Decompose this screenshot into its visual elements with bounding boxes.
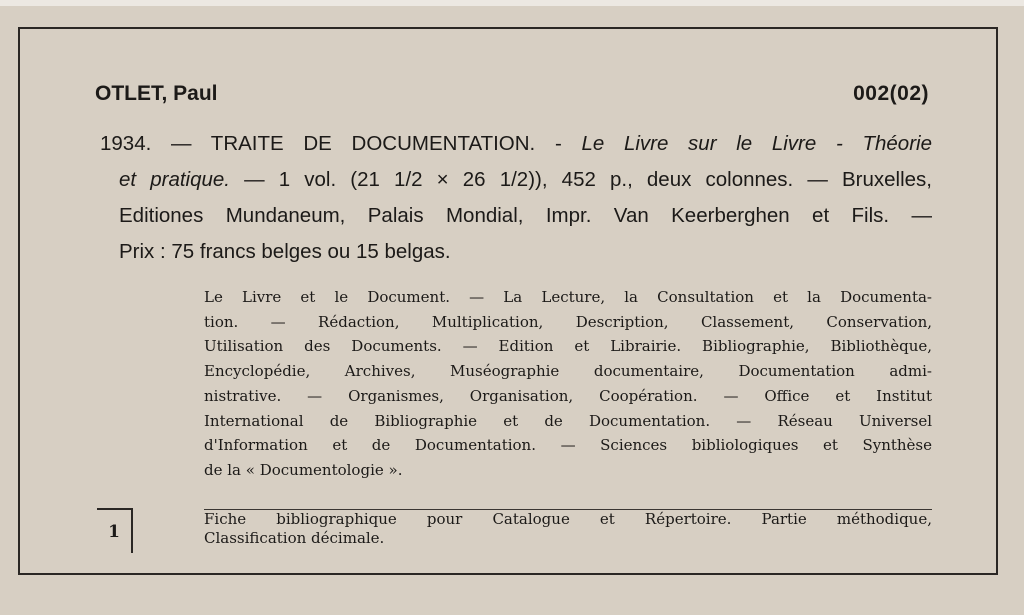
contents-line: tion. — Rédaction, Multiplication, Description, Classement, Conservation, bbox=[204, 312, 932, 331]
classification-number: 002(02) bbox=[853, 82, 929, 105]
scan-edge bbox=[0, 0, 1024, 6]
contents-line: d'Information et de Documentation. — Sciences bibliologiques et Synthèse bbox=[204, 436, 932, 455]
entry-line: et pratique. — 1 vol. (21 1/2 × 26 1/2)), 452 p., deux colonnes. — Bruxelles, bbox=[119, 168, 932, 191]
contents-line: de la « Documentologie ». bbox=[204, 460, 403, 479]
contents-line: Utilisation des Documents. — Edition et Librairie. Bibliographie, Bibliothèque, bbox=[204, 337, 932, 356]
entry-line: Editiones Mundaneum, Palais Mondial, Impr. Van Keerberghen et Fils. — bbox=[119, 204, 932, 227]
contents-line: Encyclopédie, Archives, Muséographie documentaire, Documentation admi- bbox=[204, 362, 932, 381]
bibliographic-entry bbox=[100, 126, 932, 270]
card-number-box: 1 bbox=[97, 508, 133, 553]
note-line: Classification décimale. bbox=[204, 529, 385, 547]
contents-summary bbox=[204, 285, 932, 483]
note-line: Fiche bibliographique pour Catalogue et Répertoire. Partie méthodique, bbox=[204, 510, 932, 528]
contents-line: nistrative. — Organismes, Organisation, Coopération. — Office et Institut bbox=[204, 386, 932, 405]
entry-line: Prix : 75 francs belges ou 15 belgas. bbox=[119, 240, 451, 263]
contents-line: Le Livre et le Document. — La Lecture, la Consultation et la Documenta- bbox=[204, 288, 932, 306]
contents-line: International de Bibliographie et de Documentation. — Réseau Universel bbox=[204, 411, 932, 430]
author-heading: OTLET, Paul bbox=[95, 82, 218, 105]
entry-line: 1934. — TRAITE DE DOCUMENTATION. - Le Livre sur le Livre - Théorie bbox=[100, 132, 932, 155]
card-footnote bbox=[204, 510, 932, 548]
